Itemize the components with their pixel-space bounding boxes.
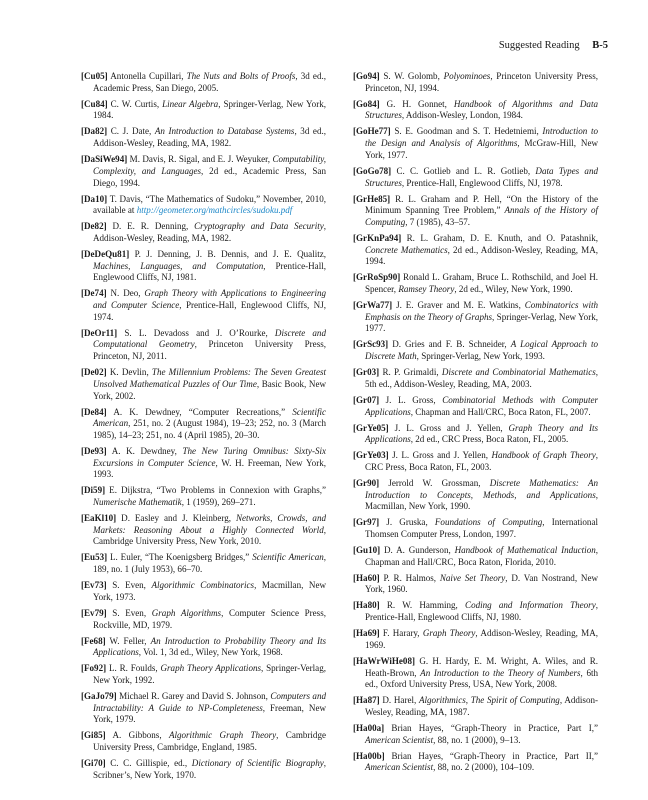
reference-publication: , Princeton University Press, Princeton, NJ, 2011. <box>93 339 326 362</box>
reference-entry <box>353 723 598 746</box>
reference-authors: Brian Hayes, “Graph-Theory in Practice, Part I,” <box>391 722 598 733</box>
reference-publication: , Scribner’s, New York, 1970. <box>93 758 327 780</box>
page-number: B-5 <box>592 40 608 51</box>
reference-entry <box>353 126 598 161</box>
reference-key: [Gr90] <box>353 477 380 488</box>
reference-authors: G. H. Gonnet, <box>386 98 454 109</box>
reference-entry <box>353 545 598 568</box>
reference-entry <box>81 367 326 402</box>
reference-title: Concrete Mathematics <box>365 244 448 255</box>
reference-authors: E. Dijkstra, “Two Problems in Connexion with Graphs,” <box>109 485 327 496</box>
reference-key: [Gr97] <box>353 517 380 528</box>
reference-key: [GrHe85] <box>353 193 391 204</box>
reference-entry <box>81 580 326 603</box>
reference-entry <box>81 730 326 753</box>
reference-publication: , 6th ed., Oxford University Press, USA, New York, 2008. <box>365 667 598 690</box>
reference-key: [GrYe03] <box>353 450 389 461</box>
reference-key: [GrYe05] <box>353 422 389 433</box>
reference-link[interactable]: http://geometer.org/mathcircles/sudoku.pdf <box>136 205 293 216</box>
reference-title: Coding and Information Theory <box>465 600 596 611</box>
reference-entry <box>81 608 326 631</box>
reference-publication: , Cambridge University Press, Cambridge, England, 1985. <box>93 730 326 753</box>
reference-publication: , D. Van Nostrand, New York, 1960. <box>365 572 598 595</box>
reference-key: [Gr07] <box>353 394 380 405</box>
reference-key: [Ha60] <box>353 572 380 583</box>
reference-authors: Brian Hayes, “Graph-Theory in Practice, Part II,” <box>391 750 599 761</box>
reference-title: Naive Set Theory <box>439 572 506 583</box>
reference-publication: , 2d ed., Addison-Wesley, Reading, MA, 1994. <box>365 244 598 267</box>
reference-title: Polyominoes <box>443 71 491 81</box>
reference-publication: , Cambridge University Press, New York, 2010. <box>93 524 326 547</box>
reference-publication: , CRC Press, Boca Raton, FL, 2003. <box>365 450 599 472</box>
reference-title: The Millennium Problems: The Seven Greatest Unsolved Mathematical Puzzles of Our Time <box>93 367 326 389</box>
reference-authors: Michael R. Garey and David S. Johnson, <box>119 690 271 701</box>
reference-entry <box>81 636 326 659</box>
reference-publication: , Prentice-Hall, Englewood Cliffs, NJ, 1978. <box>401 177 563 188</box>
reference-entry <box>81 513 326 548</box>
reference-entry <box>81 99 326 122</box>
reference-authors: R. L. Graham and P. Hell, “On the History of the Minimum Spanning Tree Problem,” <box>365 193 598 216</box>
reference-key: [De84] <box>81 406 107 417</box>
reference-publication: , 2d ed., Academic Press, San Diego, 1994. <box>93 165 326 188</box>
reference-title: Data Types and Structures <box>365 165 599 188</box>
reference-title: Scientific American <box>252 552 324 563</box>
reference-key: [EaKl10] <box>81 513 117 524</box>
reference-publication: , 189, no. 1 (July 1953), 66–70. <box>93 552 327 575</box>
reference-authors: F. Harary, <box>382 628 423 639</box>
reference-title: Algorithmic Graph Theory <box>168 730 277 741</box>
reference-authors: T. Davis, “The Mathematics of Sudoku,” November, 2010, available at <box>93 193 326 216</box>
reference-authors: S. L. Devadoss and J. O’Rourke, <box>124 327 275 338</box>
reference-entry <box>353 367 598 390</box>
reference-entry <box>353 423 598 446</box>
reference-title: Foundations of Computing <box>434 517 543 528</box>
reference-title: Handbook of Mathematical Induction <box>454 545 596 556</box>
reference-key: [GrWa77] <box>353 300 393 311</box>
reference-publication: , Chapman and Hall/CRC, Boca Raton, FL, 2007. <box>410 406 591 417</box>
reference-key: [Cu05] <box>81 71 108 81</box>
reference-publication: , Prentice-Hall, Englewood Cliffs, NJ, 1980. <box>365 600 598 623</box>
reference-title: Scientific American <box>93 406 327 429</box>
reference-entry <box>353 450 598 473</box>
reference-title: Machines, Languages, and Computation <box>93 260 264 271</box>
reference-title: Networks, Crowds, and Markets: Reasoning About a Highly Connected World <box>93 513 326 535</box>
reference-key: [Cu84] <box>81 98 108 109</box>
reference-entry <box>353 573 598 596</box>
reference-title: A Logical Approach to Discrete Math <box>365 339 599 362</box>
reference-publication: , Springer-Verlag, New York, 1993. <box>416 351 545 362</box>
reference-entry <box>81 194 326 217</box>
reference-authors: P. J. Denning, J. B. Dennis, and J. E. Qualitz, <box>134 248 327 259</box>
reference-publication: , 2d ed., Wiley, New York, 1990. <box>454 284 573 295</box>
reference-authors: J. L. Gross and J. Yellen, <box>394 422 509 433</box>
reference-publication: , Chapman and Hall/CRC, Boca Raton, Florida, 2010. <box>365 545 599 567</box>
reference-authors: N. Deo, <box>110 288 145 299</box>
reference-title: An Introduction to Database Systems <box>154 126 295 137</box>
reference-title: Dictionary of Scientific Biography <box>191 758 324 769</box>
reference-entry <box>353 300 598 335</box>
reference-title: The Nuts and Bolts of Proofs <box>186 71 296 81</box>
reference-key: [Go94] <box>353 71 380 81</box>
reference-key: [DaSiWe94] <box>81 154 128 165</box>
reference-authors: D. Harel, <box>382 695 419 706</box>
reference-title: An Introduction to the Theory of Numbers <box>420 667 581 678</box>
reference-entry <box>81 758 326 781</box>
reference-key: [Ev73] <box>81 580 107 591</box>
reference-title: Algorithmic Combinatorics <box>151 580 255 591</box>
reference-publication: , Springer-Verlag, New York, 1977. <box>365 311 599 334</box>
reference-authors: S. W. Golomb, <box>383 71 444 81</box>
reference-authors: A. K. Dewdney, “Computer Recreations,” <box>113 406 293 417</box>
left-column <box>81 71 326 786</box>
reference-key: [Gi70] <box>81 758 106 769</box>
reference-publication: , Princeton University Press, Princeton, NJ, 1994. <box>365 71 598 93</box>
reference-publication: , Computer Science Press, Rockville, MD, 1979. <box>93 607 326 630</box>
reference-entry <box>353 233 598 268</box>
reference-entry <box>353 695 598 718</box>
reference-key: [Go84] <box>353 98 380 109</box>
reference-authors: A. Gibbons, <box>112 730 169 741</box>
reference-publication: , Springer-Verlag, New York, 1992. <box>93 663 326 685</box>
reference-title: Combinatorics with Emphasis on the Theory of Graphs <box>365 300 598 322</box>
reference-authors: S. Even, <box>112 607 152 618</box>
right-column <box>353 71 598 778</box>
reference-title: The New Turing Omnibus: Sixty-Six Excursions in Computer Science <box>93 445 327 468</box>
section-title: Suggested Reading <box>498 40 580 51</box>
reference-publication: , 88, no. 2 (2000), 104–109. <box>433 762 535 773</box>
reference-key: [De02] <box>81 367 107 378</box>
reference-key: [De93] <box>81 445 107 456</box>
reference-authors: J. L. Gross and J. Yellen, <box>392 450 492 461</box>
reference-title: Numerische Mathematik <box>93 497 182 508</box>
reference-authors: D. A. Gunderson, <box>384 545 455 556</box>
reference-entry <box>81 663 326 686</box>
reference-title: Combinatorial Methods with Computer Applications <box>365 394 599 417</box>
reference-entry <box>81 288 326 323</box>
reference-key: [GaJo79] <box>81 690 117 701</box>
reference-key: [HaWrWiHe08] <box>353 655 415 666</box>
reference-title: Ramsey Theory <box>398 284 455 295</box>
reference-authors: J. Gruska, <box>386 517 435 528</box>
reference-publication: , Springer-Verlag, New York, 1984. <box>93 98 326 121</box>
reference-title: Discrete Mathematics: An Introduction to Concepts, Methods, and Applications <box>365 477 599 500</box>
reference-publication: , Addison-Wesley, Reading, MA, 1969. <box>365 628 598 650</box>
reference-key: [Gr03] <box>353 367 380 378</box>
reference-publication: , 5th ed., Addison-Wesley, Reading, MA, 2003. <box>365 367 599 389</box>
reference-key: [GrRoSp90] <box>353 272 401 283</box>
reference-key: [Fe68] <box>81 635 106 646</box>
reference-authors: C. J. Date, <box>110 126 155 137</box>
reference-title: Discrete and Computational Geometry <box>93 327 326 350</box>
reference-title: Algorithmics, The Spirit of Computing <box>418 695 560 706</box>
reference-authors: R. P. Grimaldi, <box>382 367 442 378</box>
reference-authors: R. W. Hamming, <box>386 600 466 611</box>
reference-key: [DeOr11] <box>81 327 118 338</box>
reference-authors: R. L. Graham, D. E. Knuth, and O. Patashnik, <box>406 232 598 243</box>
reference-publication: , Addison-Wesley, Reading, MA, 1987. <box>365 695 599 717</box>
reference-publication: , Macmillan, New York, 1973. <box>93 580 327 602</box>
reference-publication: , Freeman, New York, 1979. <box>93 702 326 725</box>
reference-entry <box>353 628 598 651</box>
reference-publication: , Addison-Wesley, Reading, MA, 1982. <box>93 221 326 243</box>
reference-publication: , 7 (1985), 43–57. <box>405 216 471 227</box>
reference-authors: D. Easley and J. Kleinberg, <box>121 513 236 524</box>
reference-key: [Gi85] <box>81 730 106 741</box>
running-header <box>499 40 608 51</box>
reference-entry <box>81 446 326 481</box>
reference-title: Computers and Intractability: A Guide to NP-Completeness <box>93 690 326 713</box>
reference-authors: Antonella Cupillari, <box>110 71 187 81</box>
reference-authors: Ronald L. Graham, Bruce L. Rothschild, and Joel H. Spencer, <box>365 272 598 295</box>
reference-entry <box>81 154 326 189</box>
reference-key: [GoGo78] <box>353 165 392 176</box>
reference-entry <box>81 552 326 575</box>
reference-entry <box>353 656 598 691</box>
reference-publication: , Vol. 1, 3d ed., Wiley, New York, 1968. <box>138 647 283 658</box>
reference-entry <box>353 339 598 362</box>
reference-key: [Eu53] <box>81 552 108 563</box>
reference-publication: , Prentice-Hall, Englewood Cliffs, NJ, 1981. <box>93 260 326 283</box>
reference-entry <box>353 272 598 295</box>
reference-title: Linear Algebra <box>162 98 219 109</box>
reference-authors: W. Feller, <box>109 635 151 646</box>
reference-authors: C. W. Curtis, <box>110 98 163 109</box>
reference-entry <box>81 328 326 363</box>
reference-entry <box>81 407 326 442</box>
reference-authors: G. H. Hardy, E. M. Wright, A. Wiles, and R. Heath-Brown, <box>365 655 598 678</box>
reference-key: [Ha80] <box>353 600 380 611</box>
reference-authors: Jerrold W. Grossman, <box>388 477 490 488</box>
reference-title: Handbook of Graph Theory <box>491 450 596 461</box>
reference-entry <box>353 395 598 418</box>
reference-publication: , Addison-Wesley, London, 1984. <box>401 110 523 121</box>
reference-entry <box>353 517 598 540</box>
reference-publication: , 2d ed., CRC Press, Boca Raton, FL, 2005. <box>410 434 569 445</box>
reference-publication: , International Thomsen Computer Press, London, 1997. <box>365 517 598 540</box>
reference-key: [De74] <box>81 288 107 299</box>
reference-title: Computability, Complexity, and Languages <box>93 154 326 176</box>
reference-title: American Scientist <box>365 762 434 773</box>
reference-entry <box>81 71 326 94</box>
reference-authors: K. Devlin, <box>109 367 152 378</box>
reference-entry <box>353 194 598 229</box>
reference-authors: L. R. Foulds, <box>108 663 161 674</box>
reference-title: Cryptography and Data Security <box>194 221 324 232</box>
reference-authors: P. R. Halmos, <box>383 572 440 583</box>
reference-publication: , 251, no. 2 (August 1984), 19–23; 252, no. 3 (March 1985), 14–23; 251, no. 4 (April 1985), 20–30. <box>93 418 326 440</box>
reference-entry <box>353 751 598 774</box>
reference-title: Graph Theory Applications <box>160 663 262 674</box>
reference-entry <box>353 71 598 94</box>
reference-entry <box>81 221 326 244</box>
reference-title: Introduction to the Design and Analysis of Algorithms <box>365 126 599 149</box>
reference-publication: , 3d ed., Addison-Wesley, Reading, MA, 1982. <box>93 126 326 149</box>
reference-entry <box>353 99 598 122</box>
reference-publication: , 88, no. 1 (2000), 9–13. <box>433 734 521 745</box>
reference-key: [Fo92] <box>81 663 107 674</box>
reference-entry <box>81 126 326 149</box>
reference-title: Graph Theory with Applications to Engineering and Computer Science <box>93 288 327 311</box>
reference-title: American Scientist <box>365 734 434 745</box>
reference-authors: C. C. Gillispie, ed., <box>110 758 192 769</box>
reference-key: [Ev79] <box>81 607 107 618</box>
reference-key: [Ha87] <box>353 695 380 706</box>
reference-key: [De82] <box>81 221 107 232</box>
reference-key: [Da82] <box>81 126 108 137</box>
reference-title: Handbook of Algorithms and Data Structures <box>365 98 598 121</box>
reference-authors: S. E. Goodman and S. T. Hedetniemi, <box>394 126 543 137</box>
reference-publication: , 1 (1959), 269–271. <box>181 497 256 508</box>
reference-key: [GrSc93] <box>353 339 389 350</box>
reference-publication: , Prentice-Hall, Englewood Cliffs, NJ, 1974. <box>93 300 327 322</box>
reference-key: [Ha00a] <box>353 722 385 733</box>
reference-authors: J. E. Graver and M. E. Watkins, <box>396 300 525 311</box>
reference-authors: J. L. Gross, <box>385 394 443 405</box>
reference-title: An Introduction to Probability Theory and Its Applications <box>93 635 326 658</box>
reference-authors: A. K. Dewdney, <box>111 445 183 456</box>
reference-title: Graph Theory <box>422 628 476 639</box>
reference-authors: D. E. R. Denning, <box>112 221 195 232</box>
reference-publication: , 3d ed., Academic Press, San Diego, 2005. <box>93 71 326 93</box>
reference-authors: M. Davis, R. Sigal, and E. J. Weyuker, <box>129 154 273 165</box>
reference-entry <box>81 691 326 726</box>
reference-authors: L. Euler, “The Koenigsberg Bridges,” <box>110 552 253 563</box>
reference-key: [Ha00b] <box>353 750 385 761</box>
reference-entry <box>81 249 326 284</box>
reference-title: Discrete and Combinatorial Mathematics <box>441 367 596 378</box>
reference-authors: S. Even, <box>112 580 152 591</box>
reference-entry <box>81 485 326 508</box>
reference-publication: , Macmillan, New York, 1990. <box>365 489 598 512</box>
reference-key: [GoHe77] <box>353 126 391 137</box>
reference-key: [DeDeQu81] <box>81 248 130 259</box>
reference-title: Graph Theory and Its Applications <box>365 422 599 445</box>
reference-key: [Da10] <box>81 193 108 204</box>
reference-key: [Gu10] <box>353 545 381 556</box>
reference-entry <box>353 166 598 189</box>
reference-key: [Ha69] <box>353 628 380 639</box>
reference-title: Annals of the History of Computing <box>365 205 598 227</box>
reference-publication: , McGraw-Hill, New York, 1977. <box>365 138 598 160</box>
reference-title: Graph Algorithms <box>151 607 222 618</box>
reference-publication: , W. H. Freeman, New York, 1993. <box>93 457 326 480</box>
reference-authors: C. C. Gotlieb and L. R. Gotlieb, <box>396 165 536 176</box>
reference-key: [GrKnPa94] <box>353 232 402 243</box>
reference-publication: , Basic Book, New York, 2002. <box>93 378 326 401</box>
reference-authors: D. Gries and F. B. Schneider, <box>392 339 511 350</box>
reference-entry <box>353 478 598 513</box>
reference-key: [Di59] <box>81 485 106 496</box>
reference-entry <box>353 600 598 623</box>
